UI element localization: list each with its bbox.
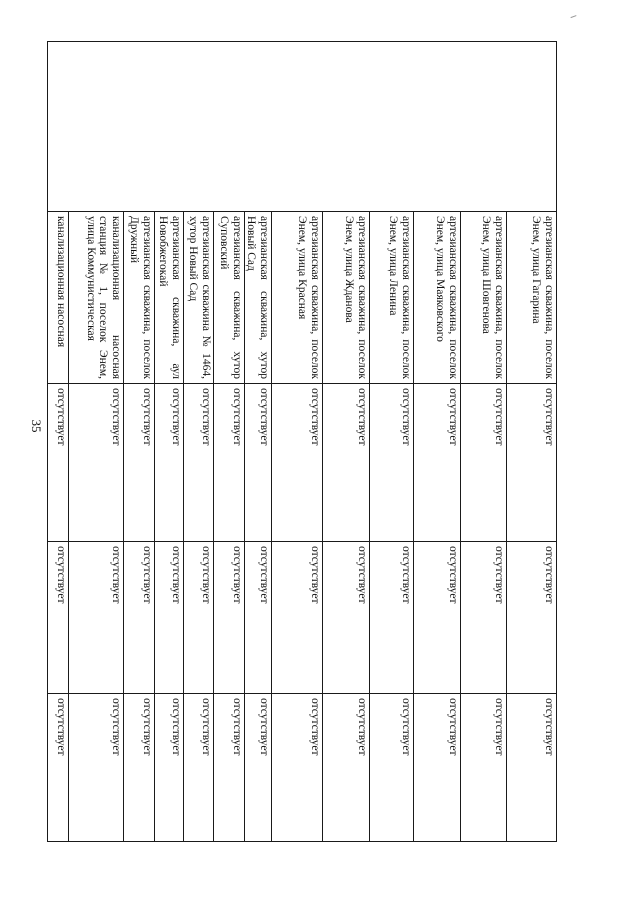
status-cell: отсутствует xyxy=(124,694,155,842)
status-cell: отсутствует xyxy=(48,384,69,542)
status-cell: отсутствует xyxy=(245,384,272,542)
table-rotated xyxy=(55,41,557,841)
status-cell: отсутствует xyxy=(69,694,124,842)
object-cell: артезианская скважина, поселок Энем, улица Маяковского xyxy=(414,212,461,384)
object-cell: артезианская скважина, хутор Новый Сад xyxy=(245,212,272,384)
status-cell: отсутствует xyxy=(507,542,557,694)
scan-mark xyxy=(570,15,577,21)
object-cell: артезианская скважина, аул Новобжегокай xyxy=(155,212,184,384)
object-cell: артезианская скважина, поселок Энем, улица Шовгенова xyxy=(461,212,507,384)
status-cell: отсутствует xyxy=(272,694,323,842)
object-cell: артезианская скважина, поселок Энем, улица Ленина xyxy=(370,212,414,384)
status-cell: отсутствует xyxy=(184,694,214,842)
status-cell: отсутствует xyxy=(69,542,124,694)
status-cell: отсутствует xyxy=(155,694,184,842)
object-cell: артезианская скважина № 1464, хутор Новый Сад xyxy=(184,212,214,384)
status-cell: отсутствует xyxy=(370,542,414,694)
status-cell: отсутствует xyxy=(124,542,155,694)
status-cell: отсутствует xyxy=(155,542,184,694)
object-cell: канализационная насосная xyxy=(48,212,69,384)
status-cell: отсутствует xyxy=(323,384,370,542)
table-row xyxy=(507,42,557,842)
status-cell: отсутствует xyxy=(214,694,245,842)
status-cell: отсутствует xyxy=(461,694,507,842)
status-cell: отсутствует xyxy=(370,384,414,542)
status-cell: отсутствует xyxy=(272,384,323,542)
status-cell: отсутствует xyxy=(370,694,414,842)
object-cell: артезианская скважина, поселок Энем, улица Жданова xyxy=(323,212,370,384)
status-cell: отсутствует xyxy=(184,384,214,542)
status-cell: отсутствует xyxy=(323,694,370,842)
status-cell: отсутствует xyxy=(414,384,461,542)
status-cell: отсутствует xyxy=(507,384,557,542)
table-viewport xyxy=(55,41,557,841)
status-cell: отсутствует xyxy=(155,384,184,542)
status-cell: отсутствует xyxy=(461,384,507,542)
object-cell: канализационная насосная станция № 1, поселок Энем, улица Коммунистическая xyxy=(69,212,124,384)
object-cell: артезианская скважина, поселок Энем, улица Красная xyxy=(272,212,323,384)
status-cell: отсутствует xyxy=(245,694,272,842)
page-number: 35 xyxy=(29,419,44,433)
status-cell: отсутствует xyxy=(69,384,124,542)
status-cell: отсутствует xyxy=(124,384,155,542)
status-cell: отсутствует xyxy=(414,694,461,842)
status-cell: отсутствует xyxy=(507,694,557,842)
status-cell: отсутствует xyxy=(48,694,69,842)
status-cell: отсутствует xyxy=(214,542,245,694)
status-cell: отсутствует xyxy=(214,384,245,542)
object-cell: артезианская скважина, поселок Дружный xyxy=(124,212,155,384)
objects-table xyxy=(47,41,557,842)
status-cell: отсутствует xyxy=(414,542,461,694)
status-cell: отсутствует xyxy=(323,542,370,694)
status-cell: отсутствует xyxy=(461,542,507,694)
merged-empty-cell xyxy=(48,42,557,212)
status-cell: отсутствует xyxy=(184,542,214,694)
status-cell: отсутствует xyxy=(272,542,323,694)
object-cell: артезианская скважина, поселок Энем, улица Гагарина xyxy=(507,212,557,384)
status-cell: отсутствует xyxy=(245,542,272,694)
status-cell: отсутствует xyxy=(48,542,69,694)
object-cell: артезианская скважина, хутор Суповский xyxy=(214,212,245,384)
